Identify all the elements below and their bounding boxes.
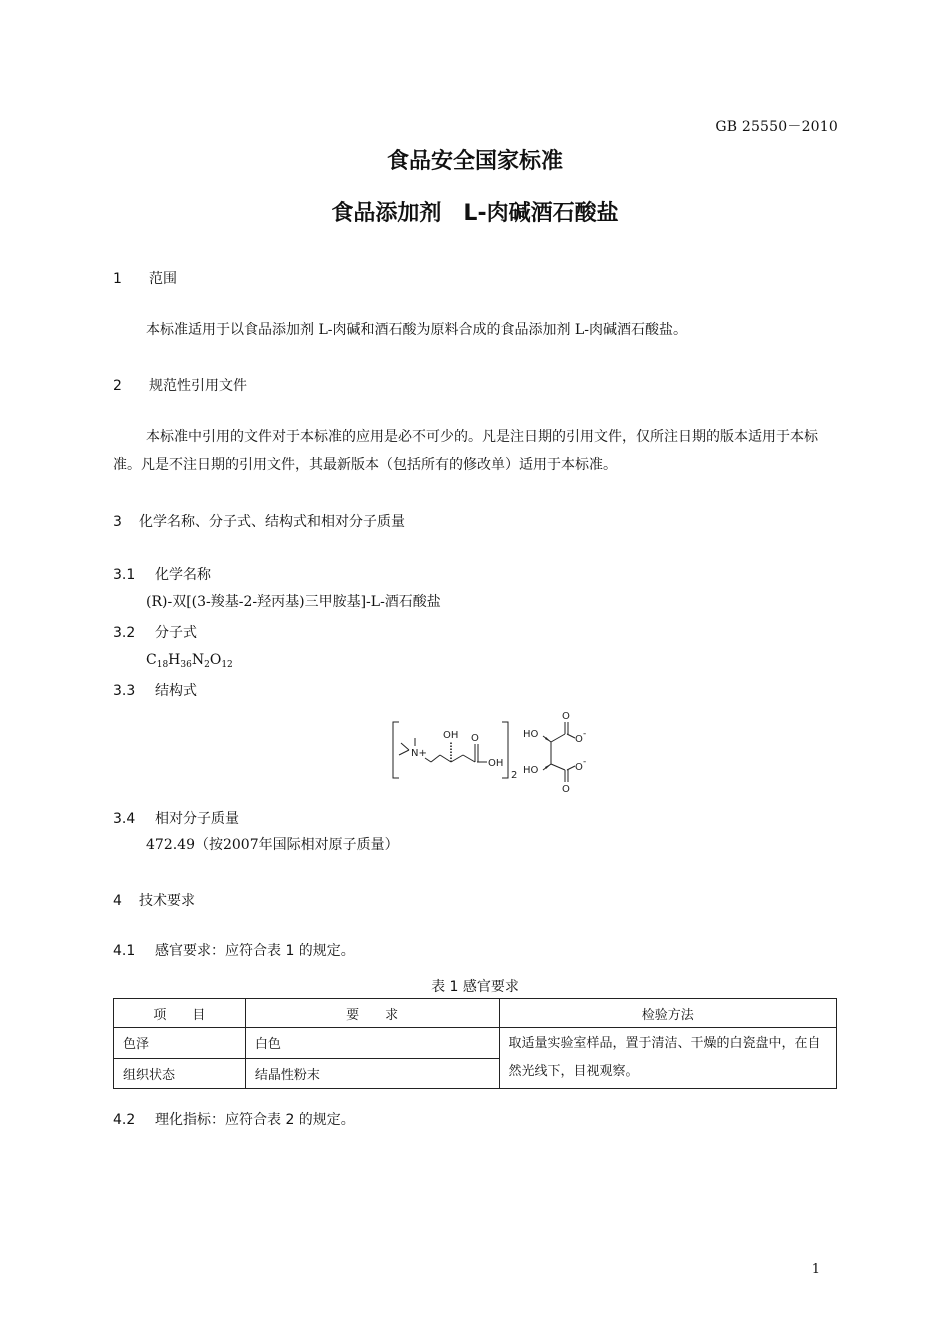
section-3-1-heading (113, 564, 211, 584)
o-carbonyl-1: O (562, 711, 570, 722)
table-header-cell: 项 目 (114, 999, 246, 1028)
sensory-requirements-table (113, 998, 837, 1089)
section-4-1-heading (113, 940, 355, 960)
chemical-name: (R)-双[(3-羧基-2-羟丙基)三甲胺基]-L-酒石酸盐 (146, 594, 441, 610)
minus-1: - (583, 729, 587, 739)
section-title: 规范性引用文件 (149, 378, 247, 394)
minus-2: - (583, 757, 587, 767)
section-number: 2 (113, 378, 122, 394)
table-cell-method: 取适量实验室样品，置于清洁、干燥的白瓷盘中，在自然光线下，目视观察。 (499, 1028, 837, 1089)
subscript-2: 2 (511, 770, 518, 781)
section-title: 化学名称 (155, 567, 211, 583)
section-title: 感官要求：应符合表 1 的规定。 (155, 943, 355, 959)
table-row (114, 1028, 837, 1059)
section-2-heading (113, 375, 247, 395)
oh-label: OH (443, 730, 459, 741)
o-carbonyl-2: O (562, 784, 570, 795)
section-title: 技术要求 (139, 893, 195, 909)
section-number: 1 (113, 271, 122, 287)
table-header-row (114, 999, 837, 1028)
section-3-heading (113, 511, 405, 531)
section-number: 3.2 (113, 625, 136, 641)
table-cell-item: 色泽 (114, 1028, 246, 1059)
document-subtitle: 食品添加剂 L-肉碱酒石酸盐 (331, 201, 619, 226)
o-minus-2: O (575, 762, 583, 773)
oh-acid-label: OH (488, 758, 504, 769)
ho-top-label: HO (523, 729, 539, 740)
section-number: 3.4 (113, 811, 136, 827)
table-1-caption: 表 1 感官要求 (431, 979, 519, 995)
section-4-heading (113, 890, 195, 910)
section-title: 分子式 (155, 625, 197, 641)
section-2-text: 本标准中引用的文件对于本标准的应用是必不可少的。凡是注日期的引用文件，仅所注日期的版本适用于本标准。凡是不注日期的引用文件，其最新版本（包括所有的修改单）适用于本标准。 (113, 429, 818, 473)
page-number: 1 (811, 1262, 820, 1277)
section-number: 3 (113, 514, 122, 530)
section-title: 范围 (149, 271, 177, 287)
table-header-cell: 检验方法 (499, 999, 837, 1028)
section-title: 相对分子质量 (155, 811, 239, 827)
section-3-2-heading (113, 622, 197, 642)
section-number: 4.2 (113, 1112, 136, 1128)
molecular-mass: 472.49（按2007年国际相对原子质量） (146, 837, 399, 853)
table-cell-requirement: 结晶性粉末 (245, 1058, 499, 1089)
o-label: O (471, 733, 479, 744)
section-number: 3.3 (113, 683, 136, 699)
section-3-4-heading (113, 808, 239, 828)
section-number: 3.1 (113, 567, 136, 583)
section-title: 化学名称、分子式、结构式和相对分子质量 (139, 514, 405, 530)
section-4-2-heading (113, 1109, 355, 1129)
section-1-heading (113, 268, 177, 288)
o-minus-1: O (575, 734, 583, 745)
section-3-3-heading (113, 680, 197, 700)
table-cell-requirement: 白色 (245, 1028, 499, 1059)
section-title: 结构式 (155, 683, 197, 699)
ho-bottom-label: HO (523, 765, 539, 776)
section-number: 4 (113, 893, 122, 909)
document-title: 食品安全国家标准 (386, 149, 563, 174)
table-cell-item: 组织状态 (114, 1058, 246, 1089)
structural-formula (385, 708, 605, 796)
section-1-text: 本标准适用于以食品添加剂 L-肉碱和酒石酸为原料合成的食品添加剂 L-肉碱酒石酸盐。 (146, 322, 687, 338)
standard-code: GB 25550－2010 (715, 119, 838, 135)
section-title: 理化指标：应符合表 2 的规定。 (155, 1112, 355, 1128)
section-number: 4.1 (113, 943, 136, 959)
molecular-formula: $C_{18}H_{36}N_2O_{12}$ (146, 652, 233, 670)
n-plus-label: N+ (411, 748, 427, 759)
table-header-cell: 要 求 (245, 999, 499, 1028)
